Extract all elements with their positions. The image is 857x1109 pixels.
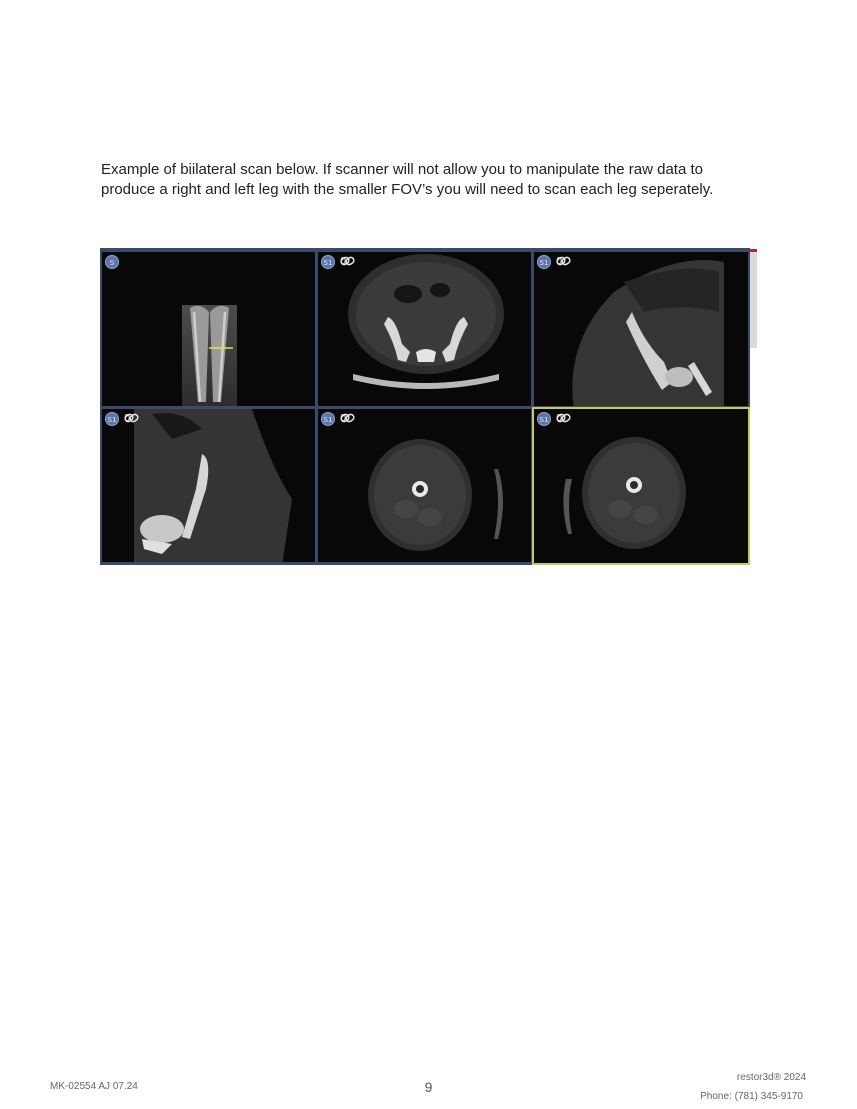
link-chain-icon[interactable] [556, 255, 562, 269]
thigh-axial-image [318, 409, 533, 564]
doc-code: MK-02554 AJ 07.24 [50, 1081, 138, 1092]
hip-sagittal-image [102, 409, 317, 564]
series-badge-icon[interactable]: S1 [105, 412, 119, 426]
series-badge-icon[interactable]: S1 [537, 255, 551, 269]
link-chain-icon[interactable] [556, 412, 562, 426]
ct-viewer-grid [100, 248, 750, 565]
series-badge-icon[interactable]: S1 [321, 412, 335, 426]
pane-pelvis-axial[interactable] [316, 250, 533, 408]
series-badge-icon[interactable]: S [105, 255, 119, 269]
link-count: 0 [340, 256, 347, 267]
pane-scout[interactable] [100, 250, 317, 408]
company-name: restor3d® 2024 [736, 1072, 806, 1083]
link-count: 0 [340, 413, 347, 424]
pane-hip-oblique[interactable] [532, 250, 750, 408]
link-chain-icon[interactable] [124, 412, 130, 426]
link-count: 0 [556, 413, 563, 424]
pelvis-axial-image [318, 252, 533, 408]
page-number: 9 [424, 1079, 433, 1095]
link-chain-icon[interactable] [340, 412, 346, 426]
link-chain-icon[interactable] [340, 255, 346, 269]
phone-number: Phone: (781) 345-9170 [700, 1091, 803, 1102]
series-badge-icon[interactable]: S1 [537, 412, 551, 426]
scout-image [102, 252, 317, 408]
pane-thigh-axial-left[interactable] [316, 407, 533, 564]
pane-hip-sagittal[interactable] [100, 407, 317, 564]
intro-paragraph: Example of biilateral scan below. If scanner will not allow you to manipulate the raw data to produce a right and left leg with the smaller FOV’s you will need to scan each leg seperately. [101, 161, 714, 198]
pane-thigh-axial-right[interactable] [532, 407, 750, 565]
hip-oblique-image [534, 252, 750, 408]
thigh-axial-image [534, 409, 750, 565]
link-count: 0 [124, 413, 131, 424]
series-badge-icon[interactable]: S1 [321, 255, 335, 269]
link-count: 0 [556, 256, 563, 267]
